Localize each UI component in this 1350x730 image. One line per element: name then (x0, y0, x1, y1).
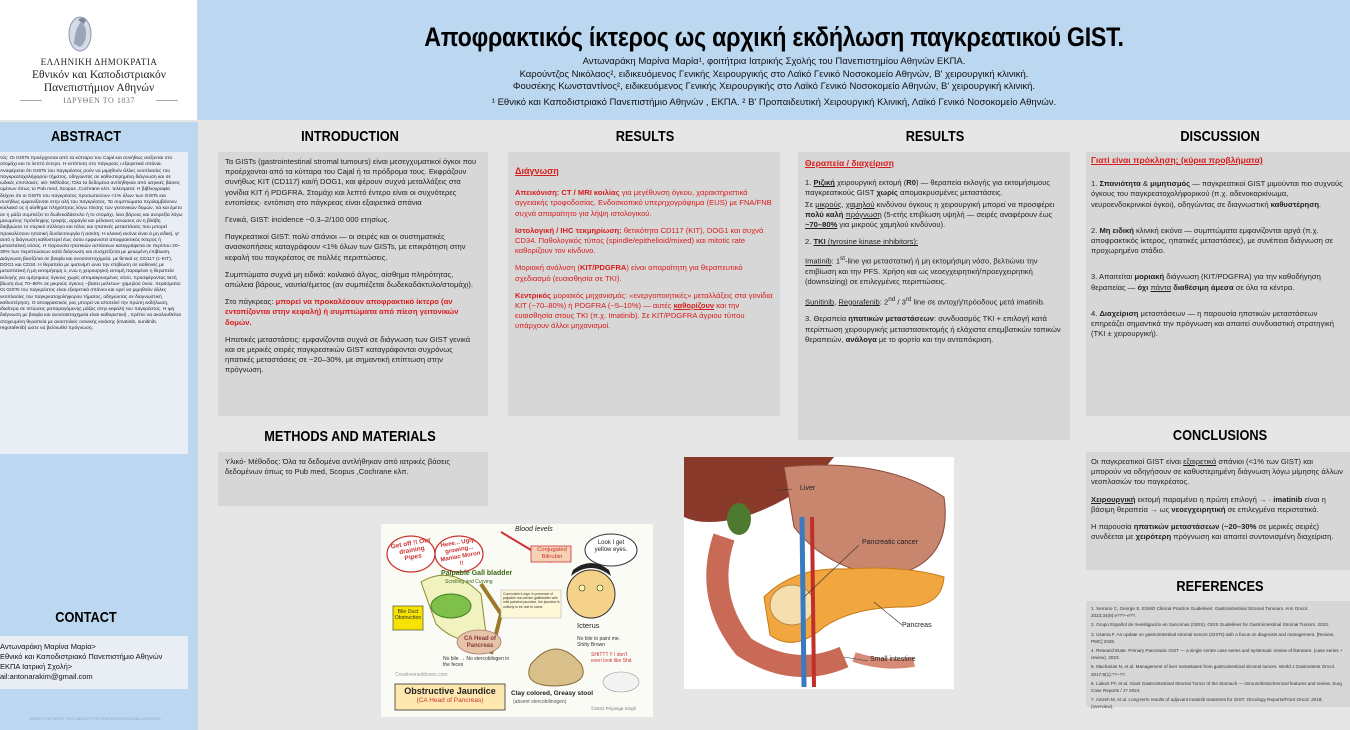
reference-item: 3. Usama F. An update on gastrointestinal stromal tumors (GISTs) with a focus on diagnosis and management. [Review, PMC] 2025. (1091, 631, 1335, 644)
t2-f: st (840, 255, 845, 263)
intro-p6: Ηπατικές μεταστάσεις: εμφανίζονται συχνά σε διάγνωση των GIST γενικά και σε μερικές σειρές παγκρεατικών GIST καταγράφονται συχρόνως ηπατικές μεταστάσεις σε ~20–30%, με σημαντική επίπτωση στην πρόγνωση. (225, 334, 471, 375)
intro-p5-highlight: μπορεί να προκαλέσουν αποφρακτικό ίκτερο (αν εντοπίζονται στην κεφαλή) ή συμπτώματα από πίεση γειτονικών δομών. (225, 297, 459, 327)
t3-e: με το φορτίο και την ανταπόκριση. (876, 334, 994, 344)
c1-a: Οι παγκρεατικοί GIST είναι (1091, 457, 1184, 466)
d3-d: όχι (1137, 282, 1149, 292)
label-gall-bladder: Palpable Gall bladder (441, 570, 513, 577)
results-diagnosis-subheading: Διάγνωση (515, 166, 559, 176)
therapy-item-2 (805, 237, 1063, 247)
contact-box (0, 636, 188, 689)
t1-e: ) — θεραπεία εκλογής για εκτομήσιμους παγκρεατικούς GIST (805, 178, 1051, 198)
results-mechanism (515, 291, 773, 332)
d3-b: μοριακή (1134, 272, 1165, 282)
label-pancreas: Pancreas (902, 622, 932, 629)
intro-p5 (225, 297, 481, 328)
contact-line-2: Εθνικό και Καποδιστριακό Πανεπιστήμιο Αθηνών (0, 652, 163, 661)
d4-c: μεταστάσεων — η παρουσία ηπατικών μεταστάσεων επηρεάζει σημαντικά την πρόγνωση και απαιτεί συνδυαστική στρατηγική (TKI ± χειρουργική). (1091, 308, 1334, 339)
methods-heading: METHODS AND MATERIALS (264, 428, 436, 445)
intro-p5-lead: Στο πάγκρεας: (225, 297, 276, 307)
t2-a: 2. (805, 237, 814, 247)
t1-m: πολύ καλή (805, 209, 844, 219)
t3-d: ανάλογα (845, 334, 877, 344)
label-pancreatic-cancer: Pancreatic cancer (862, 539, 919, 546)
label-clay-sub: (absent stercobilinogen) (513, 699, 567, 705)
reference-item: 5. Machairas N, et al. Management of liver metastases from gastrointestinal stromal tumors. World J Gastrointest Oncol. 2017;9(1):??–??. (1091, 664, 1335, 677)
c2-f: σε επιλεγμένα περιστατικά. (1225, 504, 1319, 514)
t2-k: : 2 (879, 297, 889, 307)
authors-line-1: Αντωναράκη Μαρίνα Μαρία¹, φοιτήτρια Ιατρικής Σχολής του Πανεπιστημίου Αθηνών ΕΚΠΑ. (582, 56, 966, 67)
intro-p3: Παγκρεατικοί GIST: πολύ σπάνιοι — οι σειρές και οι συστηματικές ανασκοπήσεις καταγράφουν <1% όλων των GISTs, με επικράτηση στην κεφαλή του παγκρέατος σε πολλές περιπτώσεις. (225, 232, 466, 262)
caption-ca-head: (CA Head of Pancreas) (416, 697, 484, 704)
label-small-intestine: Small intestine (870, 656, 916, 663)
d1-e: — παγκρεατικοί GIST μιμούνται πιο συχνούς όγκους του παγκρεατοχολήφορικού (π.χ. αδενοκαρκίνωμα, νευροενδοκρινικοί όγκοι), οδηγώντας σε διαγνωστική (1091, 179, 1343, 209)
t1-o: πρόγνωση (845, 209, 882, 219)
d3-c: διάγνωση (KIT/PDGFRA) για την καθοδήγηση θεραπείας — (1091, 272, 1321, 292)
reference-item: 2. Grupo Español de Investigación en Sarcomas (GEIS). GEIS Guidelines for Gastrointestinal Stromal Tumors. 2023. (1091, 622, 1329, 628)
c3-b: ηπατικών μεταστάσεων (1133, 522, 1220, 532)
c1-b: εξαιρετικά (1183, 457, 1217, 466)
t2-c: (tyrosine kinase inhibitors): (825, 237, 919, 247)
c2-e: νεοεγχειρητική (1171, 504, 1226, 514)
results-mechanism-mid: μοριακός μηχανισμός: «ενεργοποιητικές» μεταλλάξεις στα γονίδια KIT (~70–80%) ή PDGFRA (~5–10%) — αυτές (515, 290, 773, 311)
results-heading-1: RESULTS (615, 128, 675, 145)
contact-heading: CONTACT (55, 609, 117, 626)
t2-i: , (834, 297, 839, 307)
therapy-sunitinib (805, 295, 1063, 308)
speech-get-off: Get off !! Our draining Pipes (390, 536, 432, 563)
d4-a: 4. (1091, 308, 1100, 318)
reference-item: 1. Serrano C, George S. ESMO Clinical Practice Guidelines: Gastrointestinal Stromal Tumours. Ann Oncol. 2023;34(8):e???–e??. (1091, 606, 1309, 619)
d3-h: διαθέσιμη άμεσα (1173, 282, 1234, 292)
intro-p4: Συμπτώματα συχνά μη ειδικά: κοιλιακό άλγος, αίσθημα πληρότητας, απώλεια βάρους, ναυτία/έμετος (αν συμπιέζεται δωδεκαδάκτυλο/στομάχι). (225, 269, 474, 290)
figure-pancreatic-anatomy (684, 457, 954, 689)
therapy-item-1 (805, 178, 1063, 198)
results-molecular-b: KIT/PDGFRA (579, 263, 627, 273)
university-logo-panel (0, 0, 198, 120)
t2-o: line σε αντοχή/πρόοδους μετά imatinib. (911, 297, 1045, 307)
t2-n: rd (905, 295, 912, 303)
c3-e: σε μερικές σειρές) συνδέεται με (1091, 522, 1320, 542)
caption-obstructive-jaundice: Obstructive Jaundice (404, 686, 496, 696)
results-therapy-subheading: Θεραπεία / διαχείριση (805, 158, 895, 168)
label-conjugated-bilirubin: Conjugated Bilirubin (537, 547, 567, 560)
speech-yellow-eyes: Look I get yellow eyes. (594, 540, 628, 553)
note-courvoisier: Courvoisier's sign: In presence of palpable non-tender gallbladder with mild painless jaundice, the jaundice is unlikely to be due to stone. (503, 592, 560, 609)
abstract-heading: ABSTRACT (50, 128, 122, 145)
t1-a: 1. (805, 178, 814, 188)
athena-head-logo-icon (66, 14, 94, 54)
abstract-box (0, 152, 188, 454)
discussion-box (1086, 152, 1350, 416)
discussion-item-1 (1091, 179, 1345, 210)
t2-l: nd (888, 295, 896, 303)
results-histology (515, 226, 773, 257)
results-molecular-c: ) είναι απαραίτητη για θεραπευτικό σχεδιασμό (ευαισθησία σε TKI). (515, 263, 743, 283)
results-mechanism-underline: καθορίζουν (673, 301, 715, 311)
abstract-text: τός: Οι GISTs προέρχονται από τα κύτταρα του Cajal και συνήθως ανίζονται στο στομάχι και το λεπτό έντερο. Η εντόπιση στο πάγκρεας ι εξαιρετικά σπάνια. Αναφέρεται ότι GISTs του παγκρέατος ρούν να μιμηθούν άλλες νεοπλασίες του παγκρεατοχολήφορου τήματος, οδηγώντας σε καθυστερημένη διάγνωση και σε ωδικές επιπλοκές. ικό- Μέθοδος: Όλα τα δεδομένα αντλήθηκαν από ιατρικές βάσεις ομένων όπως το Pub med, Scopus ,Cochrane κλπ. τελέσματα: Η βιβλιογραφία δείχνει ότι οι GISTs του παγκρέατος προσωπεύουν <1% όλων των GISTs και συνήθως εμφανίζονται στην αλή του παγκρέατος. Τα συμπτώματα περιλαμβάνουν κοιλιακό ος ή αίσθημα πληρότητας λόγω πίεσης των γειτονικών δομών, τιά και έμετο αν η μάζα συμπιέζει το δωδεκαδάκτυλο ή το στομάχι, λεια βάρους και ανορεξία λόγω μειωμένης πρόσληψης τροφής, αρραγία και μέλαινες κενώσεις αν η βλάβη διαβρώσει το ντερικό σύλλογο και τέλος και ηπατικές μεταστάσεις που μπορεί προκαλέσουν ηπατική δυσλειτουργία ή ασκίτη. Η κλινική εικόνα είναι ά μη ειδική, γι' αυτό η διάγνωση καθυστερεί έως όσου εμφανιστεί αποφρακτικός ίκτερος ή μεταστατική νόσος. Η παρουσία ηπατικών αστάσεων καταγράφεται σε περίπου 20–30% των περιπτώσεων κατά διάγνωση και συσχετίζεται με μειωμένη επιβίωση. Διάγνωση βασίζεται σε βιοψία και ανοσοϊστοχημεία, με θετικά ες CD117 (c-KIT), DOG1 και CD34. Η θεραπεία με ιματινίμπ ώνει την επιβίωση σε ασθενείς με μεταστατική ή μη εκτομήσιμη ο, ενώ η χειρουργική εκτομή παραμένει η θεραπεία εκλογής για ομήσιμους όγκους χωρίς απομακρυσμένες νόσο, προσφέροντας 5ετή βίωση έως 70–80% σε μικρούς όγκους –βασει μελετων- χαμηλού ύνου. περάσματα: Οι GISTs του παγκρέατος είναι εξαιρετικά σπάνιοι και ορεί να μιμηθούν άλλες νεοπλασίες του παγκρεατοχολήφορου τήματος, οδηγώντας σε διαγνωστική καθυστέρηση. Ο αποφρακτικός ρος μπορεί να αποτελεί την πρώτη εκδήλωση, ιδιαίτερα σε ιπτώσεις μαπαραγόμενης μάζας στην κεφαλή του παγκρέατος. Η ιμη διάγνωση με βιοψία και ανοσοϊστοχημεία είναι καθοριστική , πρέπει να ακολουθείται στοχευμένη θεραπεία με αναστολείς οσινικής κινάσης (imatinib, sunitinib, regorafenib) ώστε να βελτιωθεί πρόγνωση. (0, 156, 183, 332)
d3-i: σε όλα τα κέντρα. (1233, 282, 1295, 292)
methods-box (218, 452, 488, 506)
t1-g: απομακρυσμένες μεταστάσεις. (897, 188, 1003, 198)
intro-p2: Γενικά, GIST: incidence ~0.3–2/100 000 ετησίως. (225, 215, 390, 225)
logo-line-1: ΕΛΛΗΝΙΚΗ ΔΗΜΟΚΡΑΤΙΑ (40, 57, 158, 67)
contact-line-1: Αντωναράκη Μαρίνα Μαρία> (0, 642, 96, 651)
d2-c: κλινική εικόνα — συμπτώματα εμφανίζονται αργά (π.χ. αποφρακτικός ίκτερος, ηπατικές μεταστάσεις), με συνέπεια διάγνωση σε προχωρημένο στάδιο. (1091, 225, 1334, 256)
c3-a: Η παρουσία (1091, 522, 1134, 532)
results-imaging-rest: για μεγέθυνση όγκου, χαρακτηριστικά αγγειακής τροφοδοσίας. Ενδοσκοπικό υπερηχογράφημα (EUS) με FNA/FNB συχνά απαραίτητο για λήψη ιστολογικού. (515, 188, 772, 218)
d4-b: Διαχείριση (1099, 308, 1139, 318)
c2-c: imatinib (1273, 494, 1303, 504)
pancreas-anatomy-illustration (684, 457, 954, 689)
reference-item: 6. Liakos FF, et al. Giant Gastrointestinal Stromal Tumor of the Stomach — immunohistochemical features and review. Surg Case Reports / J? 2024. (1091, 680, 1342, 694)
d2-b: Μη ειδική (1099, 225, 1134, 235)
footnote: SOME FOOTNOTE TEXT ABOUT THE PRESENTATION AND AUTHORS (29, 716, 161, 721)
discussion-subheading: Γιατί είναι πρόκληση; (κύρια προβλήματα) (1091, 155, 1263, 165)
results-molecular-a: Μοριακή ανάλυση ( (515, 263, 580, 273)
d1-b: Σπανιότητα (1099, 179, 1141, 189)
label-site: Creativemeddoses.com (395, 672, 448, 678)
reference-item: 4. ResearchGate. Primary Pancreatic GIST — a single centre case series and systematic review of literature. (case series + review). 2023. (1091, 648, 1343, 661)
label-copyright: ©2022 Priyanga Singh (591, 706, 637, 711)
label-ca-head: CA Head of Pancreas (463, 636, 497, 649)
discussion-item-2 (1091, 226, 1345, 257)
affiliations: ¹ Εθνικό και Καποδιστριακό Πανεπιστήμιο Αθηνών , ΕΚΠΑ. ² Β' Προπαιδευτική Χειρουργική Κλινική, Λαϊκό Γενικό Νοσοκομείο Αθηνών. (491, 97, 1057, 108)
c2-d: είναι η βάσιμη θεραπεία → ως (1091, 494, 1326, 514)
label-bile-duct: Bile Duct Obstruction (394, 609, 422, 621)
logo-founded: ΙΔΡΥΘΕΝ ΤΟ 1837 (63, 96, 135, 105)
introduction-heading: INTRODUCTION (301, 128, 399, 145)
t1-p: (5-ετής επιβίωση υψηλή — σειρές αναφέρουν έως (881, 209, 1053, 219)
authors-line-2: Καρούντζος Νικόλαος², ειδικευόμενος Γενικής Χειρουργικής στο Λαϊκό Γενικό Νοσοκομείο Αθηνών, Β' χειρουργική κλινική. (519, 69, 1029, 80)
therapy-item-3 (805, 314, 1063, 345)
t2-h: Sunitinib (805, 297, 835, 307)
figure-obstructive-jaundice (381, 524, 653, 717)
t1-c: χειρουργική εκτομή ( (834, 178, 907, 188)
t2-j: Regorafenib (838, 297, 880, 307)
results-diagnosis-box (508, 152, 780, 416)
t1-b: Ριζική (813, 178, 835, 188)
label-no-bile: No bile → No stercobilogen in the feces (443, 656, 510, 668)
discussion-item-4 (1091, 309, 1345, 340)
t2-g: -line για μεταστατική ή μη εκτομήσιμη νόσο, βελτιώνει την επιβίωση και την PFS. Χρήση και ως νεοεγχειρητική/προεγχειρητική (downsizing) σε επιλεγμένες περιπτώσεις. (805, 256, 1038, 287)
results-imaging-lead: Απεικόνιση: CT / MRI κοιλίας (515, 188, 620, 198)
logo-line-2: Εθνικόν και Καποδιστριακόν (31, 69, 167, 81)
t3-a: 3. Θεραπεία (805, 314, 849, 324)
discussion-item-3 (1091, 272, 1345, 292)
results-imaging (515, 188, 773, 219)
c3-d: ~20–30% (1224, 522, 1257, 532)
intro-p1: Τα GISTs (gastrointestinal stromal tumours) είναι μεσεγχυματικοί όγκοι που προέρχονται από τα κύτταρα του Cajal ή τα πρόδρομα τους. Εκφράζουν συνήθως KIT (CD117) και/ή DOG1, και φέρουν συχνά μεταλλάξεις στα γονίδια KIT ή PDGFRA. Στομάχι και λεπτό έντερο είναι οι συχνότερες εντοπίσεις· εντόπιση στο πάγκρεας είναι εξαιρετικά σπάνια (225, 157, 477, 207)
results-histology-lead: Ιστολογική / IHC τεκμηρίωση: (515, 225, 622, 235)
speech-maniac: Heee... Ugly, growing... Maniac Moron !! (440, 537, 481, 568)
results-molecular (515, 263, 773, 283)
contact-email: ail:antonarakim@gmail.com (0, 672, 93, 681)
introduction-box (218, 152, 488, 416)
t2-d: Imatinib (805, 256, 832, 266)
results-mechanism-lead: Κεντρικός (515, 290, 552, 300)
d1-f: καθυστέρηση (1270, 199, 1320, 209)
therapy-imatinib (805, 254, 1063, 287)
label-gall-sub: Scrolling and Curving (445, 579, 493, 585)
reference-item: 7. Azizeh M, et al. Long-term results of adjuvant imatinib treatment for GIST. Oncology Reports/Front Oncol. 2018; (overview). (1091, 697, 1323, 710)
logo-line-3: Πανεπιστήμιον Αθηνών (43, 82, 155, 94)
c1-c: σπάνιοι (<1% των GIST) και μπορούν να οδηγήσουν σε καθυστερημένη διάγνωση λόγω μίμησης άλλων νεοπλασιών του παγκρέατος. (1091, 457, 1343, 487)
d3-a: 3. Απαιτείται (1091, 272, 1135, 282)
conclusions-box (1086, 452, 1350, 570)
d1-d: μιμητισμός (1150, 179, 1191, 189)
d1-a: 1. (1091, 179, 1100, 189)
t1-i: μικρούς (815, 199, 842, 209)
label-clay-stool: Clay colored, Greasy stool (511, 690, 594, 697)
references-heading: REFERENCES (1176, 578, 1264, 595)
references-box (1086, 601, 1350, 710)
discussion-heading: DISCUSSION (1180, 128, 1260, 145)
c3-c: ( (1219, 522, 1225, 532)
label-blood-levels: Blood levels (515, 526, 553, 533)
conclusion-1 (1091, 457, 1345, 488)
t1-r: για μικρούς χαμηλού κινδύνου). (837, 220, 946, 230)
authors-line-3: Φουσέκης Κωνσταντίνος², ειδικευόμενος Γενικής Χειρουργικής στο Λαϊκό Γενικό Νοσοκομείο Αθηνών, Β' χειρουργική κλινική. (512, 81, 1036, 92)
conclusion-2 (1091, 495, 1345, 515)
c2-b: εκτομή παραμένει η πρώτη επιλογή → · (1135, 494, 1274, 504)
conclusion-3 (1091, 522, 1345, 542)
therapy-item-1b (805, 200, 1063, 231)
t1-h: Σε (805, 199, 816, 209)
speech-shit: SHITTT !! I don't even look like Shit. (591, 652, 633, 664)
c3-f: χειρότερη (1135, 532, 1172, 542)
t1-q: ~70–80% (805, 220, 838, 230)
d2-a: 2. (1091, 225, 1100, 235)
d1-c: & (1140, 179, 1151, 189)
c3-g: πρόγνωση και απαιτεί συντονισμένη διαχείριση. (1171, 532, 1334, 542)
results-therapy-box (798, 152, 1070, 440)
t1-f: χωρίς (876, 188, 898, 198)
t1-k: χαμηλού (845, 199, 875, 209)
conclusions-heading: CONCLUSIONS (1172, 427, 1268, 444)
c2-a: Χειρουργική (1091, 494, 1136, 504)
note-no-bile-paint: No bile to paint me. Shitty Brown (577, 636, 621, 648)
t3-c: : συνδυασμός TKI + επιλογή κατά περίπτωση χειρουργικής μεταστασεκτομής ή ελάχιστα επεμβατικών τοπικών θεραπειών, (805, 314, 1061, 344)
t2-e: : 1 (831, 256, 841, 266)
results-heading-2: RESULTS (905, 128, 965, 145)
t1-d: R0 (906, 178, 916, 188)
contact-line-3: ΕΚΠΑ Ιατρική Σχολή> (0, 662, 73, 671)
d3-f: πάντα (1150, 282, 1172, 292)
results-histology-rest: θετικότητα CD117 (KIT), DOG1 και συχνά CD34. Παθολογικός τύπος (spindle/epithelioid/mixed) και mitotic rate καθορίζουν τον κίνδυνο. (515, 225, 764, 256)
t1-l: κινδύνου όγκους η χειρουργική μπορεί να προσφέρει (874, 199, 1055, 209)
label-icterus: Icterus (577, 621, 600, 630)
t1-j: , (841, 199, 846, 209)
poster-title: Αποφρακτικός ίκτερος ως αρχική εκδήλωση παγκρεατικού GIST. (424, 22, 1124, 52)
d1-g: . (1319, 199, 1322, 209)
methods-text: Υλικό- Μέθοδος: Όλα τα δεδομένα αντλήθηκαν από ιατρικές βάσεις δεδομένων όπως το Pub med, Scopus ,Cochrane κλπ. (225, 457, 451, 477)
label-liver: Liver (800, 485, 816, 492)
t2-b: TKI (813, 237, 826, 247)
results-mechanism-rest: και την ευαισθησία στους TKI (π.χ. Imatinib). Σε KIT/PDGFRA άγριου τύπου υπάρχουν άλλοι μηχανισμοί. (515, 301, 745, 331)
t2-m: / 3 (895, 297, 906, 307)
t3-b: ηπατικών μεταστάσεων (848, 314, 934, 324)
